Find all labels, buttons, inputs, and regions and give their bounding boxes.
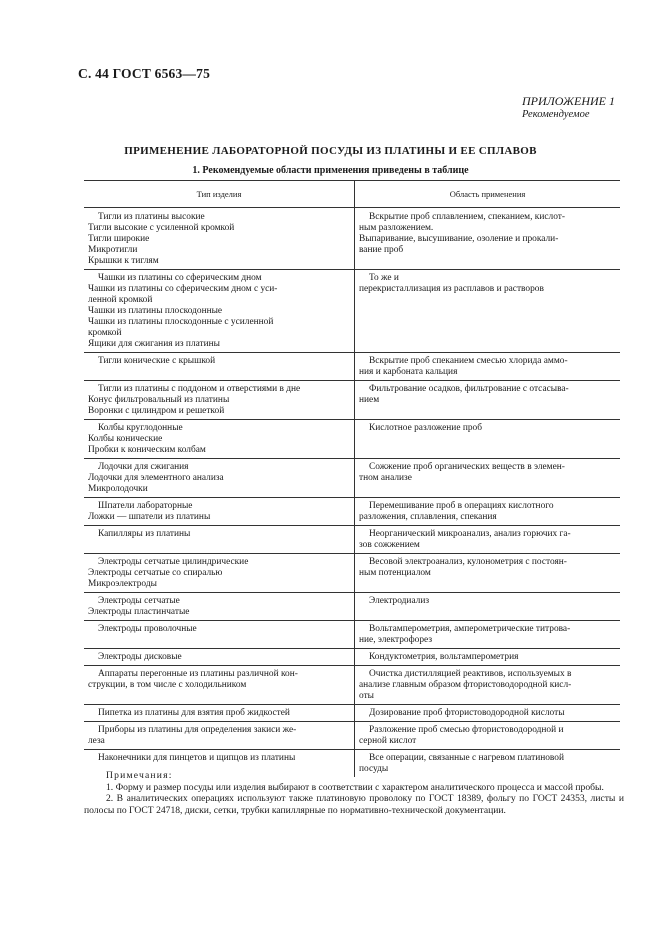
item-type-line: Тигли из платины с поддоном и отверстиями в дне — [98, 384, 301, 394]
table-row — [84, 353, 620, 381]
item-type-line: Электроды сетчатые цилиндрические — [98, 557, 249, 567]
item-type-line: ленной кромкой — [88, 295, 153, 305]
table-row — [84, 526, 620, 554]
application-line: анализе главным образом фтористоводородной кисл- — [359, 680, 572, 690]
item-type-line: Крышки к тиглям — [88, 256, 159, 266]
item-type-cell — [84, 270, 355, 353]
application-line: Электродиализ — [369, 596, 430, 606]
application-area-cell — [355, 705, 621, 722]
application-line: Вольтамперометрия, амперометрические титрова- — [369, 624, 571, 634]
table-row — [84, 208, 620, 270]
table-caption: 1. Рекомендуемые области применения приведены в таблице — [192, 165, 469, 176]
application-line: вание проб — [359, 245, 404, 255]
item-type-line: Микротигли — [88, 245, 138, 255]
item-type-line: Пробки к коническим колбам — [88, 445, 206, 455]
application-area-cell — [355, 666, 621, 705]
page-header: С. 44 ГОСТ 6563—75 — [78, 66, 211, 81]
application-line: Очистка дистилляцией реактивов, используемых в — [369, 669, 572, 679]
item-type-line: Тигли конические с крышкой — [98, 356, 216, 366]
application-line: Выпаривание, высушивание, озоление и прокали- — [359, 234, 559, 244]
application-line: серной кислот — [359, 736, 417, 746]
application-line: Сожжение проб органических веществ в элемен- — [369, 462, 565, 472]
application-line: То же и — [369, 273, 399, 283]
application-line: ным разложением. — [359, 223, 434, 233]
item-type-line: Электроды сетчатые — [98, 596, 180, 606]
item-type-line: струкции, в том числе с холодильником — [88, 680, 247, 690]
item-type-line: Капилляры из платины — [98, 529, 191, 539]
item-type-cell — [84, 498, 355, 526]
item-type-cell — [84, 649, 355, 666]
application-area-cell — [355, 270, 621, 353]
application-line: ным потенциалом — [359, 568, 431, 578]
item-type-line: Чашки из платины плоскодонные — [88, 306, 223, 316]
item-type-line: Пипетка из платины для взятия проб жидкостей — [98, 708, 290, 718]
item-type-cell — [84, 526, 355, 554]
table-row — [84, 593, 620, 621]
application-area-cell — [355, 381, 621, 420]
application-line: Вскрытие проб спеканием смесью хлорида аммо- — [369, 356, 568, 366]
item-type-line: Аппараты перегонные из платины различной кон- — [98, 669, 298, 679]
item-type-cell — [84, 208, 355, 270]
application-line: Разложение проб смесью фтористоводородной и — [369, 725, 564, 735]
item-type-cell — [84, 722, 355, 750]
application-line: Весовой электроанализ, кулонометрия с постоян- — [369, 557, 567, 567]
application-area-cell — [355, 208, 621, 270]
application-area-cell — [355, 722, 621, 750]
application-area-cell — [355, 649, 621, 666]
table-row — [84, 270, 620, 353]
column-header-use: Область применения — [355, 181, 621, 208]
column-header-type: Тип изделия — [84, 181, 355, 208]
item-type-line: Лодочки для сжигания — [98, 462, 189, 472]
item-type-line: Воронки с цилиндром и решеткой — [88, 406, 225, 416]
item-type-line: кромкой — [88, 328, 122, 338]
item-type-line: Приборы из платины для определения закиси же- — [98, 725, 297, 735]
application-line: Все операции, связанные с нагревом платиновой — [369, 753, 564, 763]
notes-section — [84, 770, 624, 816]
table-row — [84, 621, 620, 649]
application-line: Неорганический микроанализ, анализ горючих га- — [369, 529, 571, 539]
application-line: перекристаллизация из расплавов и растворов — [359, 284, 544, 294]
table-row — [84, 459, 620, 498]
appendix-label: ПРИЛОЖЕНИЕ 1 — [522, 94, 615, 108]
item-type-cell — [84, 459, 355, 498]
item-type-line: Ящики для сжигания из платины — [88, 339, 220, 349]
item-type-line: Микролодочки — [88, 484, 148, 494]
application-line: нием — [359, 395, 380, 405]
item-type-line: Колбы круглодонные — [98, 423, 183, 433]
table-row — [84, 554, 620, 593]
application-area-cell — [355, 621, 621, 649]
application-line: Кондуктометрия, вольтамперометрия — [369, 652, 519, 662]
table-row — [84, 649, 620, 666]
item-type-line: Тигли из платины высокие — [98, 212, 205, 222]
item-type-line: Чашки из платины со сферическим дном — [98, 273, 262, 283]
application-line: зов сожжением — [359, 540, 420, 550]
application-line: ние, электрофорез — [359, 635, 433, 645]
application-line: разложения, сплавления, спекания — [359, 512, 497, 522]
note-item: 1. Форму и размер посуды или изделия выбирают в соответствии с характером аналитического процесса и массой пробы. — [106, 781, 604, 793]
appendix-status: Рекомендуемое — [522, 109, 590, 120]
table-row — [84, 666, 620, 705]
application-area-cell — [355, 420, 621, 459]
document-title: ПРИМЕНЕНИЕ ЛАБОРАТОРНОЙ ПОСУДЫ ИЗ ПЛАТИНЫ И ЕЕ СПЛАВОВ — [124, 145, 537, 157]
application-table — [84, 180, 620, 777]
appendix-label-block — [522, 94, 615, 122]
item-type-cell — [84, 353, 355, 381]
item-type-line: Наконечники для пинцетов и щипцов из платины — [98, 753, 296, 763]
item-type-line: Ложки — шпатели из платины — [88, 512, 211, 522]
application-line: посуды — [359, 764, 389, 774]
item-type-line: Шпатели лабораторные — [98, 501, 193, 511]
application-line: Дозирование проб фтористоводородной кислоты — [369, 708, 565, 718]
application-line: оты — [359, 691, 374, 701]
item-type-line: леза — [88, 736, 105, 746]
table-row — [84, 705, 620, 722]
item-type-line: Тигли высокие с усиленной кромкой — [88, 223, 235, 233]
note-item: 2. В аналитических операциях используют также платиновую проволоку по ГОСТ 18389, фольгу по ГОСТ 24353, листы и полосы по ГОСТ 24718, диски, сетки, трубки капиллярные по нормативно-технической документации. — [84, 793, 624, 816]
item-type-line: Чашки из платины со сферическим дном с уси- — [88, 284, 278, 294]
application-area-cell — [355, 526, 621, 554]
item-type-line: Конус фильтровальный из платины — [88, 395, 230, 405]
item-type-line: Электроды пластинчатые — [88, 607, 190, 617]
item-type-cell — [84, 621, 355, 649]
item-type-cell — [84, 381, 355, 420]
item-type-line: Электроды сетчатые со спиралью — [88, 568, 223, 578]
application-area-cell — [355, 498, 621, 526]
application-area-cell — [355, 459, 621, 498]
item-type-line: Колбы конические — [88, 434, 163, 444]
item-type-line: Электроды проволочные — [98, 624, 197, 634]
application-line: Вскрытие проб сплавлением, спеканием, кислот- — [369, 212, 565, 222]
table-row — [84, 498, 620, 526]
item-type-line: Лодочки для элементного анализа — [88, 473, 224, 483]
notes-heading: Примечания: — [106, 770, 173, 781]
item-type-line: Микроэлектроды — [88, 579, 157, 589]
table-row — [84, 420, 620, 459]
table-row — [84, 381, 620, 420]
table-header-row — [84, 181, 620, 208]
item-type-line: Электроды дисковые — [98, 652, 182, 662]
application-area-cell — [355, 554, 621, 593]
item-type-line: Чашки из платины плоскодонные с усиленной — [88, 317, 274, 327]
application-area-cell — [355, 353, 621, 381]
application-line: тном анализе — [359, 473, 412, 483]
item-type-cell — [84, 420, 355, 459]
table-body — [84, 208, 620, 778]
application-line: Перемешивание проб в операциях кислотного — [369, 501, 554, 511]
application-area-cell — [355, 593, 621, 621]
application-line: Фильтрование осадков, фильтрование с отсасыва- — [369, 384, 569, 394]
item-type-cell — [84, 666, 355, 705]
item-type-cell — [84, 554, 355, 593]
table-row — [84, 722, 620, 750]
item-type-cell — [84, 705, 355, 722]
item-type-line: Тигли широкие — [88, 234, 150, 244]
application-line: ния и карбоната кальция — [359, 367, 458, 377]
application-line: Кислотное разложение проб — [369, 423, 482, 433]
item-type-cell — [84, 593, 355, 621]
